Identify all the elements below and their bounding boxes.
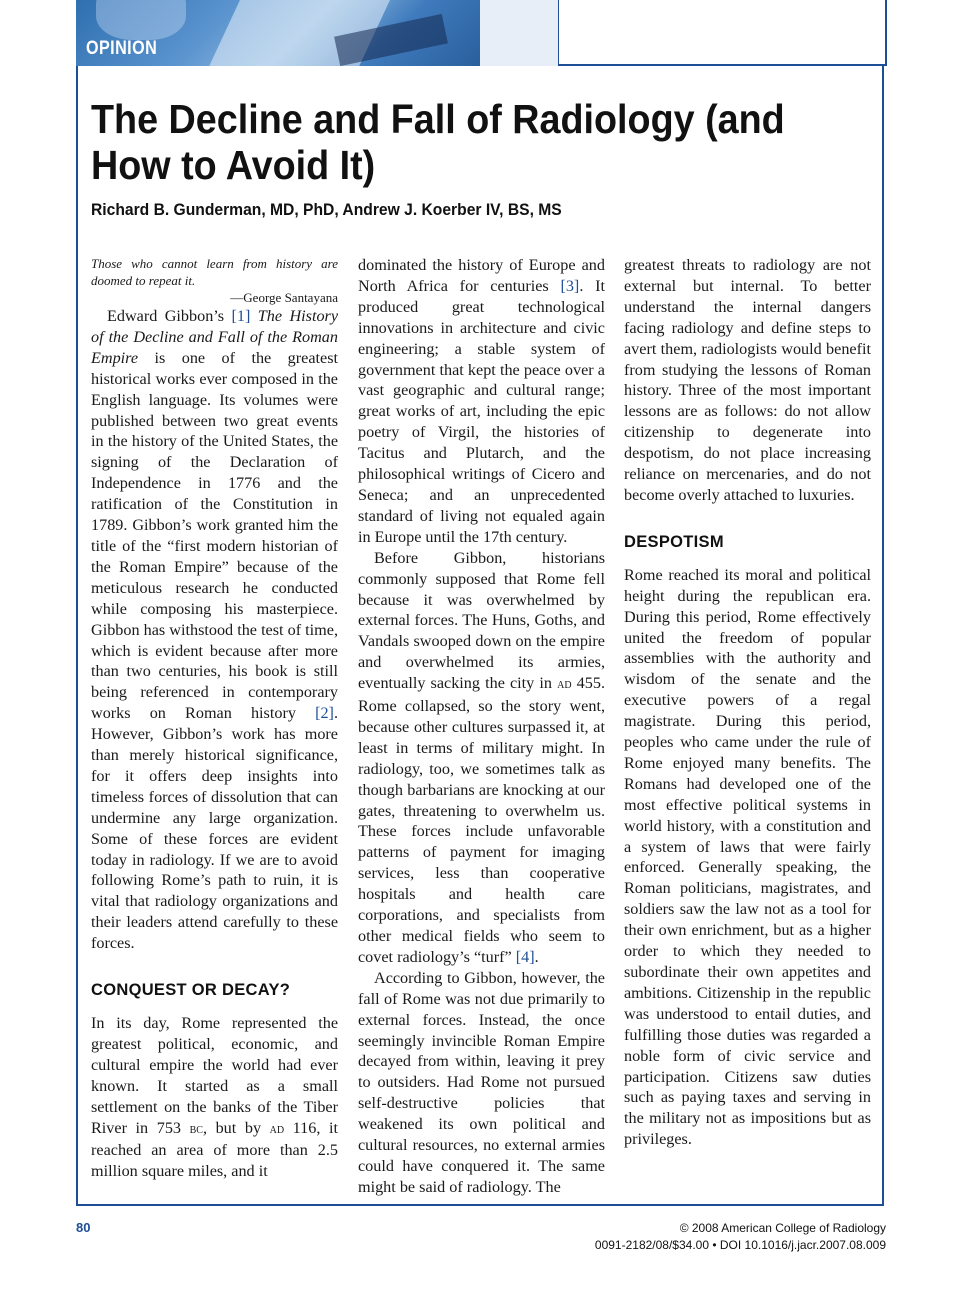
intro-paragraph: Edward Gibbon’s [1] The History of the Decline and Fall of the Roman Empire is one of the greatest historical works ever composed in the English language. Its volumes were published between two great events in the history of the United States, the signing of the Declaration of Independence in 1776 and the ratification of the Constitution in 1789. Gibbon’s work granted him the title of the “first modern historian of the Roman Empire” because of the meticulous research he conducted while composing his masterpiece. Gibbon has withstood the test of time, which is evident because after more than two centuries, his book is still being referenced in contemporary works on Roman history [2]. However, Gibbon’s work has more than merely historical significance, for it offers deep insights into timeless forces of dissolution that can undermine any large organization. Some of these forces are evident today in radiology. If we are to avoid following Rome’s path to ruin, it is vital that radiology organizations and their leaders attend carefully to these forces. (91, 307, 339, 953)
conquest-paragraph-3: According to Gibbon, however, the fall of Rome was not due primarily to external forces. Instead, the once seemingly invincible Roman Empire decayed from within, leaving it prey to outsiders. Had Rome not pursued self-destructive policies that weakened its own political and cultural resources, no external armies could have conquered it. The same might be said of radiology. The (358, 968, 605, 1196)
conquest-paragraph-1: In its day, Rome represented the greatest political, economic, and cultural empire the world had ever known. It started as a small settlement on the banks of the Tiber River in 753 bc, but by ad 116, it reached an area of more than 2.5 million square miles, and it (91, 1014, 338, 1181)
header-banner (76, 0, 886, 66)
conquest-paragraph-3: greatest threats to radiology are not external but internal. To better understand the internal dangers facing radiology and define steps to avert them, radiologists would benefit from studying the lessons of Roman history. Three of the most important lessons are as follows: do not allow citizenship to degenerate into despotism, do not place increasing reliance on mercenaries, and do not become overly attached to luxuries. (624, 256, 871, 504)
despotism-paragraph: Rome reached its moral and political height during the republican era. During this period, Rome effectively united the freedom of popular assemblies with the authority and wisdom of the senate and the executive powers of a regal magistrate. During this period, peoples who came under the rule of Rome enjoyed many benefits. The Romans had developed one of the most effective political systems in world history, with a constitution and a system of laws that were fairly enforced. Generally speaking, the Roman politicians, magistrates, and soldiers saw the law not as a tool for their own enrichment, but as a higher order to which they needed to subordinate their own appetites and ambitions. Citizenship in the republic was understood to entail duties, and fulfilling those duties was regarded a noble form of civic service and participation. Citizens saw duties such as paying taxes and serving in the military not as impositions but as privileges. (624, 565, 871, 1149)
section-heading-conquest: CONQUEST OR DECAY? (91, 981, 291, 1000)
reference-link[interactable]: [3] (560, 276, 580, 295)
book-title: The History of the Decline and Fall of the Roman Empire (91, 307, 339, 367)
footer-info (595, 1220, 886, 1254)
article-authors: Richard B. Gunderman, MD, PhD, Andrew J. Koerber IV, BS, MS (91, 200, 562, 219)
reference-link[interactable]: [2] (315, 704, 334, 723)
reference-link[interactable]: [4] (515, 947, 535, 966)
column-3 (624, 255, 871, 1150)
section-heading-despotism: DESPOTISM (624, 532, 724, 551)
column-2 (358, 255, 605, 1198)
epigraph-attribution: —George Santayana (230, 290, 338, 305)
conquest-paragraph-2: Before Gibbon, historians commonly supposed that Rome fell because it was overwhelmed by external forces. The Huns, Goths, and Vandals swooped down on the empire and overwhelmed its armies, eventually sacking the city in ad 455. Rome collapsed, so the story went, because other cultures surpassed it, at least in terms of military might. In radiology, too, we sometimes talk as though barbarians are knocking at our gates, threatening to overwhelm us. These forces include unfavorable patterns of payment for imaging services, less than cooperative hospitals and health care corporations, and specialists from other medical fields who seem to covet radiology’s “turf” [4]. (358, 548, 606, 966)
copyright: © 2008 American College of Radiology (679, 1221, 886, 1235)
epigraph-quote: Those who cannot learn from history are doomed to repeat it. (91, 256, 338, 288)
article-title: The Decline and Fall of Radiology (and How to Avoid It) (91, 96, 785, 188)
conquest-paragraph-1: dominated the history of Europe and North Africa for centuries [3]. It produced great technological innovations in architecture and civic engineering; a stable system of government that kept the peace over a vast geographic and cultural range; great works of art, including the epic poetry of Virgil, the histories of Tacitus and Plutarch, and the philosophical writings of Cicero and Seneca; and an unprecedented standard of living not equaled again in Europe until the 17th century. (358, 256, 605, 546)
column-1 (91, 255, 338, 1182)
page-number: 80 (76, 1220, 91, 1235)
doi: 0091-2182/08/$34.00 • DOI 10.1016/j.jacr.2007.08.009 (594, 1238, 886, 1252)
banner-photo (76, 0, 480, 66)
banner-tint (480, 0, 558, 66)
section-label: OPINION (86, 38, 158, 59)
banner-box (558, 0, 887, 66)
reference-link[interactable]: [1] (231, 307, 251, 325)
